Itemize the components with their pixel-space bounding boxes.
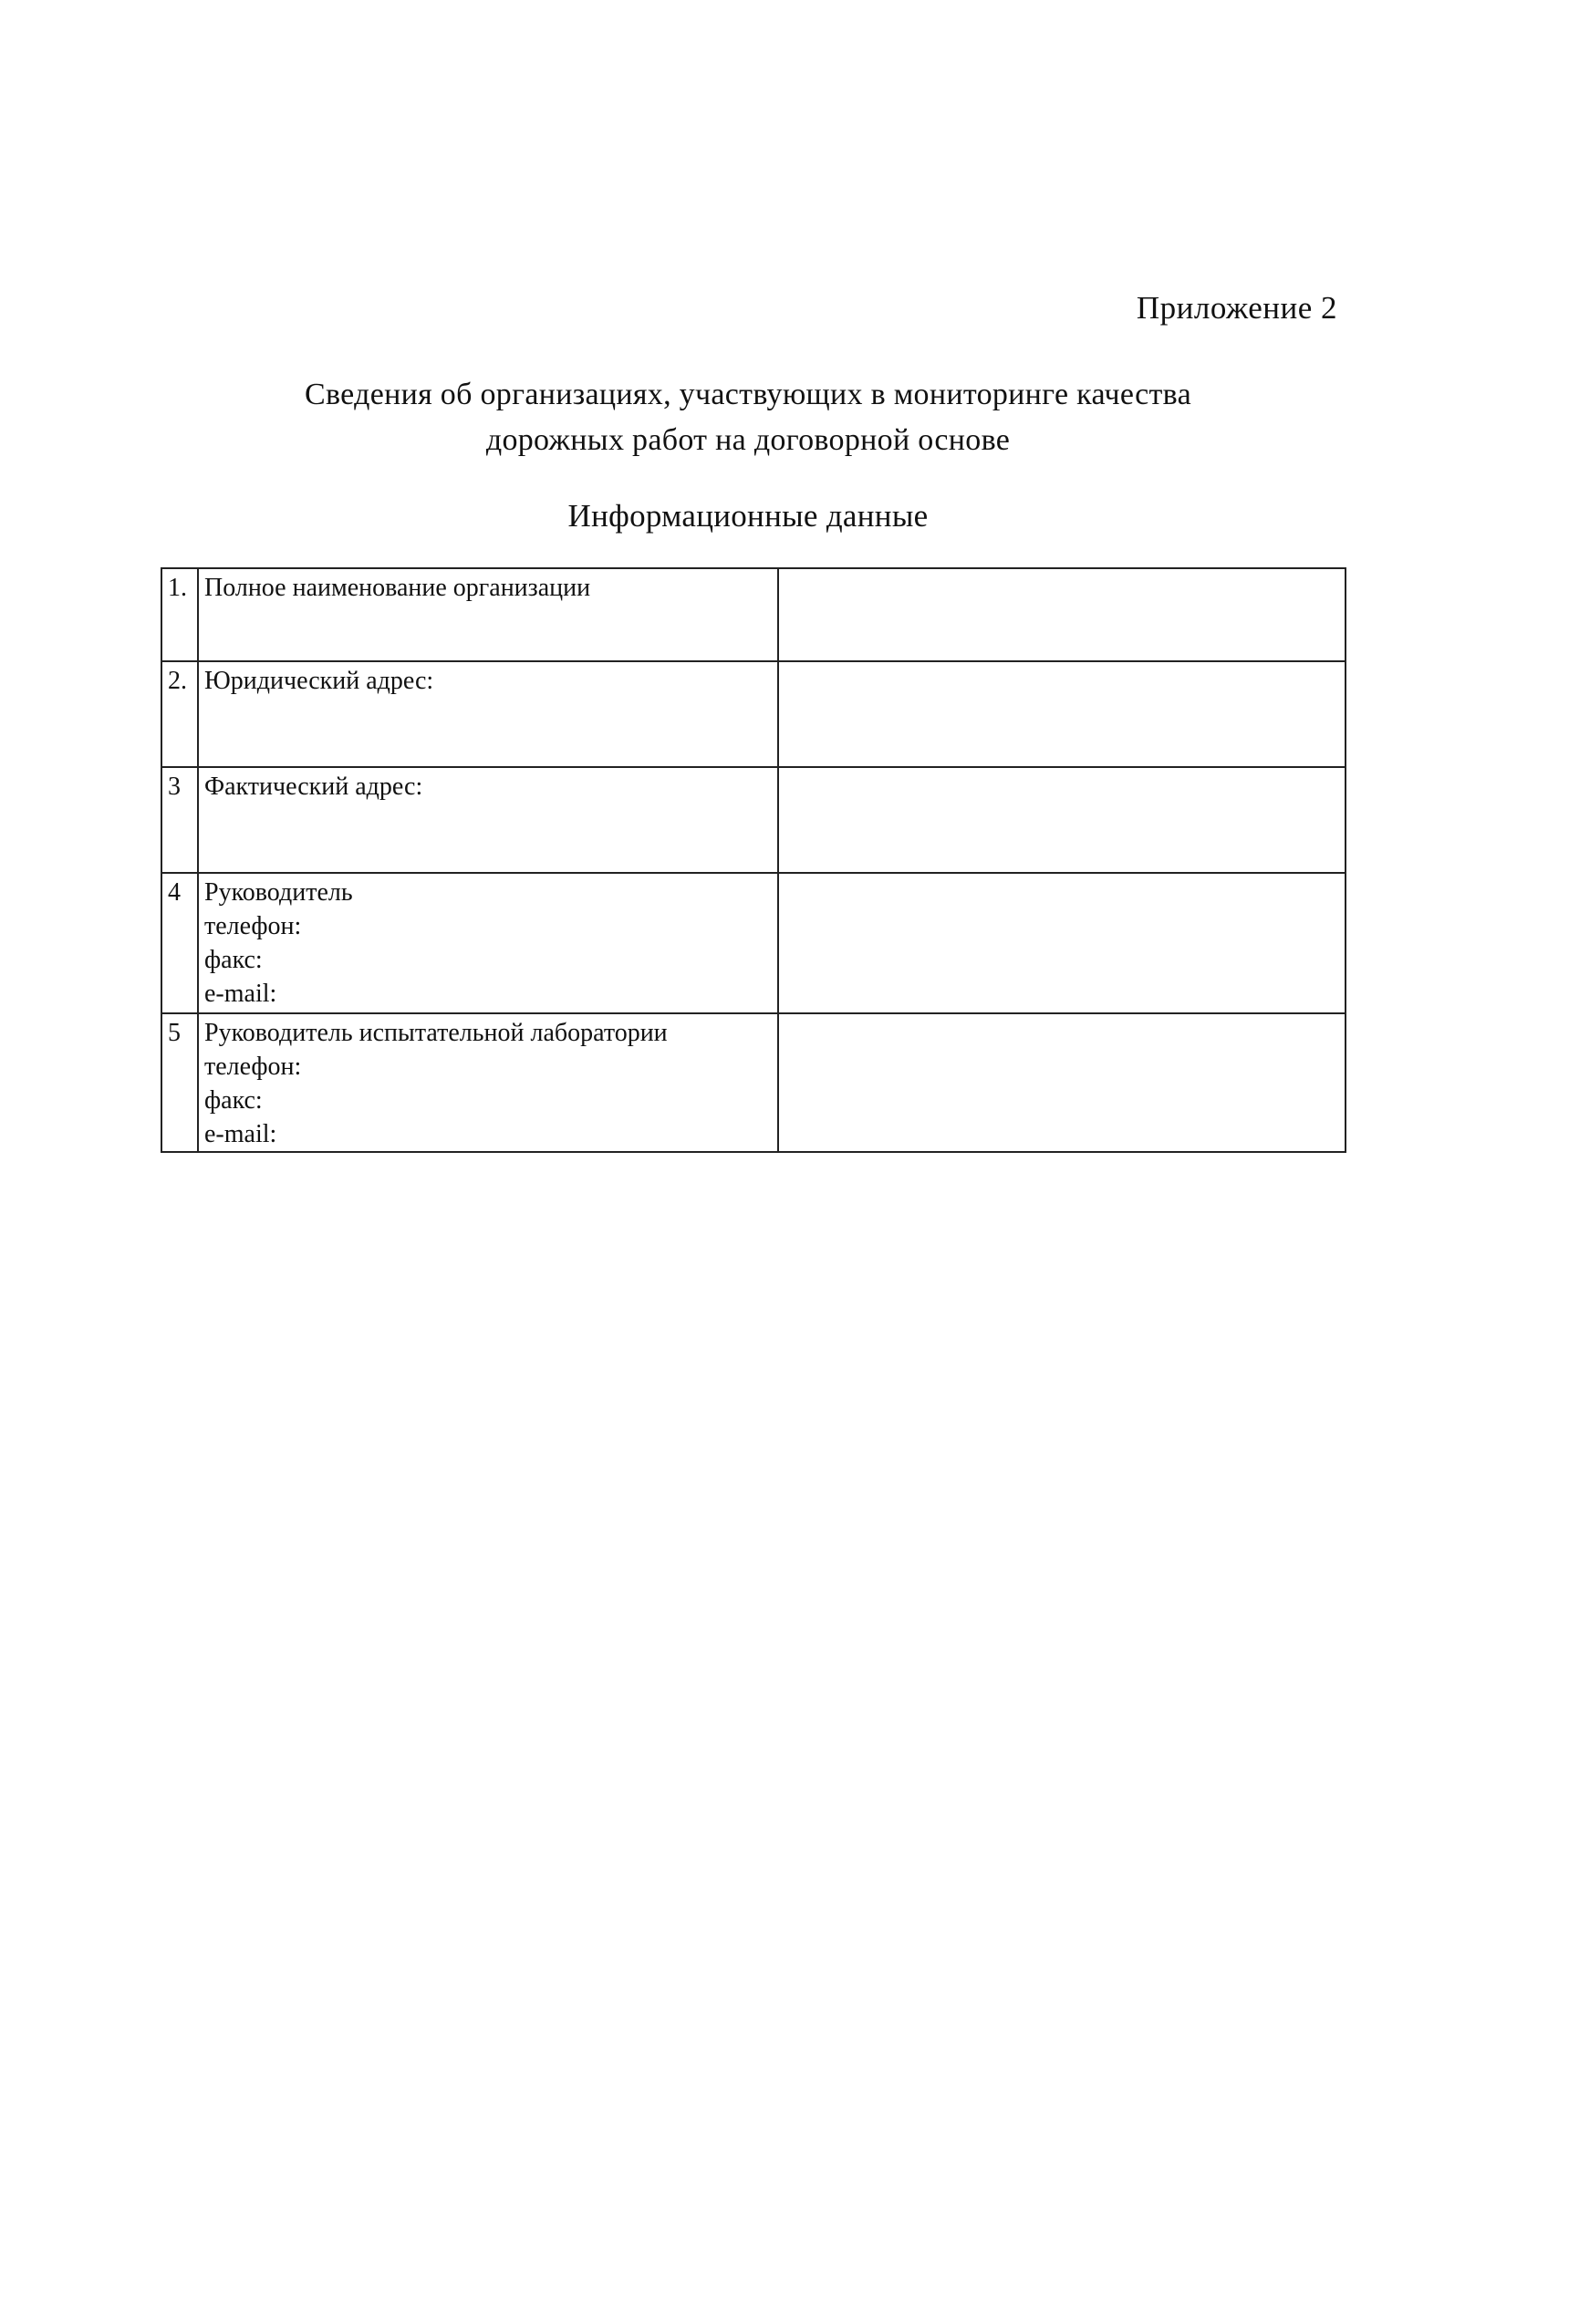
table-row [161,661,1346,767]
phone-label: телефон: [204,1053,302,1081]
email-label: e-mail: [204,980,277,1008]
table-row [161,1013,1346,1152]
table-heading: Информационные данные [567,498,929,534]
row-value-field[interactable] [778,767,1346,873]
row-value-field[interactable] [778,661,1346,767]
information-table [161,567,1346,1153]
email-label: e-mail: [204,1120,277,1148]
table-row [161,873,1346,1013]
row-label-text: Руководитель испытательной лаборатории [204,1019,668,1047]
row-label-text: Руководитель [204,878,353,907]
appendix-label: Приложение 2 [1136,290,1337,326]
phone-label: телефон: [204,912,302,940]
fax-label: факс: [204,1086,263,1115]
row-value-field[interactable] [778,873,1346,1013]
title-line-2: дорожных работ на договорной основе [485,423,1011,457]
row-label-text: Юридический адрес: [204,667,434,695]
row-label [198,873,778,1013]
row-label-text: Полное наименование организации [204,574,591,602]
row-label-text: Фактический адрес: [204,773,423,801]
row-label [198,1013,778,1152]
table-row [161,568,1346,661]
row-label [198,568,778,661]
document-title [0,372,1496,463]
row-label [198,661,778,767]
row-number: 1. [161,568,198,661]
row-number: 3 [161,767,198,873]
row-value-field[interactable] [778,568,1346,661]
fax-label: факс: [204,946,263,974]
row-number: 4 [161,873,198,1013]
title-line-1: Сведения об организациях, участвующих в мониторинге качества [305,378,1191,411]
table-row [161,767,1346,873]
row-value-field[interactable] [778,1013,1346,1152]
row-number: 2. [161,661,198,767]
row-label [198,767,778,873]
row-number: 5 [161,1013,198,1152]
